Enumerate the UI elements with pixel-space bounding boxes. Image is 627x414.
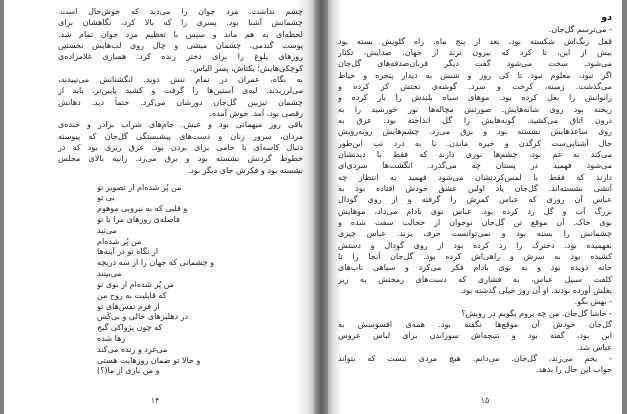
- text-line: کوچکی‌هایش؛ بکتاش، پسر الیاس.: [190, 63, 303, 73]
- text-line: می‌شود فهمید در پستان چه می‌گذرد. انگشت‌ها سردی‌ای: [338, 161, 612, 171]
- text-line: لحظه‌ای به هم ماند و سپس با تعظیم مرد جوان تمام شد.: [58, 29, 303, 39]
- poem-line: فاصله‌ی روزهای مرا با تو: [97, 215, 180, 225]
- poem-line: بی تو: [97, 193, 115, 203]
- text-line: نفهمیده بود. دخترک را رد کرده بود از روی گودال و دستش: [338, 240, 612, 250]
- prose-block: [58, 6, 303, 176]
- text-line: حال آشنایی‌ست کرگدن و خیره ماندن. تا به درد تب این‌طور: [338, 138, 612, 148]
- text-line: می‌کند نه غم بود، چشم‌ها نوری دارند که فقط با دیدنشان: [338, 150, 612, 159]
- right-page: [328, 0, 622, 414]
- text-line: می‌لرزیدند. لبه‌ی آستین‌ها را گرفت و کشید پایین‌تر. باید از: [58, 86, 303, 96]
- text-line: - بهش بگو.: [574, 297, 612, 307]
- text-line: بوی خاک. آن موقع تن گل‌جان نوجوان از خجالت سفت شده و: [338, 217, 612, 227]
- text-line: چشم نداشت. مرد جوان را می‌دید که خوش‌حال است.: [58, 7, 303, 16]
- poem-line: می‌غرد و زنده می‌کند: [97, 344, 168, 354]
- poem-line: و قلبی که به نیرویی موهوم: [97, 204, 188, 214]
- poem-line: از نگاه تو در آینه‌ها: [97, 247, 159, 257]
- prose-block: [338, 24, 612, 375]
- text-line: خطوط گردنش نشسته بود و برق می‌زد. زانیه بالای مجلس: [58, 154, 303, 164]
- poem-block: [97, 183, 267, 378]
- poem-line: و من باری از ما(؟): [97, 366, 160, 376]
- poem-line: از فرم نفس‌های تو: [97, 301, 160, 311]
- text-line: می‌گذشت. زمینه، کرخت و سرد. گوشه‌ی تختش کز کرده و: [338, 82, 612, 92]
- poem-line: که چون پژواکی گیج: [97, 323, 163, 333]
- page-number: ۱۴: [150, 396, 160, 405]
- text-line: زانوانش را بغل کرده بود. موهای سیاه بلندش را باز کرده و: [338, 93, 612, 103]
- text-line: مردان، سرور زنان و دست‌های پیشبستگی گل‌جان که پیوسته: [58, 131, 303, 141]
- text-line: درون اتاق می‌کشید. گونه‌هایش را گل انداخته بود. عرق به: [338, 116, 612, 126]
- text-line: گل‌جان خودش آن موقع‌ها نگفته بود. همه‌ی افسوسش به: [338, 319, 612, 329]
- text-line: بغلش آورده بودند. او آن روز خیلی گذشته بود.: [459, 285, 612, 295]
- text-line: بزرگ آب و گل رد کرده بود. عباس بوی بادام می‌داد، موهایش: [338, 206, 612, 216]
- text-line: کشیده بود به سرش و راهی‌اش کرده بود. گل‌جان آنجا را تا: [338, 251, 612, 261]
- poem-line: می‌بینند: [97, 269, 122, 279]
- text-line: دارند که فقط با لمس‌کردنشان می‌شود فهمید به انتظار چه: [338, 172, 612, 182]
- book-gutter: [314, 0, 328, 414]
- left-page: [4, 0, 314, 414]
- poem-line: که قابلیت به روح من: [97, 290, 167, 300]
- text-line: بیش از این، تا کرد که بیرون نزند از جهان. صدایش، تکثار: [338, 48, 612, 58]
- text-line: - حاشا گل‌جان. من چه بروم بگویم در رویش؟: [461, 308, 612, 318]
- text-line: قفل زنگ‌اش شکسته بود، بعد از پنج ماه. راه گلویش بسته بود: [338, 36, 612, 46]
- text-line: عباس شد.: [576, 342, 612, 352]
- text-line: به نگاه، عمران در تمام تنش دوید. انگشتانش می‌تپیدند،: [58, 74, 303, 84]
- text-line: عباس آن روزی که عباس کمرش را گرفته و از روی گودال: [338, 195, 612, 205]
- chapter-title: دو: [601, 12, 612, 23]
- text-line: می‌شود. سخت می‌شود گفت دیگر قربان‌صدقه‌های گل‌جان: [338, 59, 612, 69]
- text-line: آتشی نشسته‌اند. گل‌جان یاد اولین عشق خودش افتاده بود به: [338, 183, 612, 193]
- text-line: رقصی بود، آمد. خوش آمده.: [209, 108, 303, 118]
- text-line: پوست گندمی، چشمان میشی و چال روی لب‌هایش نخستین: [58, 40, 303, 50]
- text-line: - یخم می‌زند، گل‌جان. می‌دانم. هیچ مردی نیست که بتواند: [338, 353, 612, 363]
- poem-line: رها شده: [97, 333, 126, 343]
- text-line: این بود، گفته بود و نتیجه‌اش سوزاندن برای لباس عروس: [338, 331, 612, 341]
- text-line: چشمانش آشنا بود. پسری را که بالا کرد، نگاهشان برای: [58, 18, 303, 28]
- text-line: باقی روز میهمانی بود و عیش. جام‌های شراب برادر و خنده‌ی: [58, 120, 303, 130]
- poem-line: و چشمانی که جهان را از سه دریچه: [97, 258, 215, 268]
- poem-line: من پُر شده‌ام: [97, 236, 142, 246]
- text-line: روزهای بلوغ را برای دختر زنده کرد. همبازی غلامزاده‌ی: [58, 52, 303, 62]
- text-line: جواب این حال را بدهد.: [535, 365, 612, 375]
- page-number: ۱۵: [480, 396, 490, 405]
- text-line: کلفت سبیل عباس، به فشاری که دست‌های زمختش به زیر: [338, 274, 612, 284]
- text-line: دنبال کاسه‌ای یا جامی برای بردن بود. عرق ریزی بود که در: [58, 142, 303, 152]
- text-line: اگر نبود، معلوم نبود تا کی روز و شبش به دیدار پنجره و حیاط: [338, 70, 612, 80]
- text-line: چشمانش را بسته بود و نمی‌توانست حرف بزند. عباس چیزی: [338, 229, 612, 239]
- text-line: ریخته بود روی شانه‌هایش. صورتش مچاله‌ها نور خورشید را به: [338, 104, 612, 114]
- text-line: روی ساعدهایش نشسته بود و برق می‌زد. چشم‌هایش روبه‌رویش: [338, 127, 612, 137]
- poem-line: من پُر شده‌ام از تصویر تو: [97, 182, 182, 192]
- text-line: نشسته بود و فکرش جای دیگر بود.: [187, 165, 303, 175]
- text-line: چشمان تیزبین گل‌جان دورشان می‌کرد. حتماً دید. دهانش: [58, 97, 303, 107]
- poem-line: در دهلیزهای خالی و بی‌کَس: [97, 312, 189, 322]
- poem-line: می‌تپد: [97, 225, 117, 235]
- text-line: خانه دویده بود و به بوی بادام فکر می‌کرد و سیاهی تاب‌های: [338, 263, 612, 273]
- text-line: - می‌ترسم گل‌جان.: [548, 25, 612, 35]
- poem-line: من پُر شده‌ام از بوی تو: [97, 279, 175, 289]
- poem-line: و حالا تو ضمان روزهایت هستی: [97, 355, 201, 365]
